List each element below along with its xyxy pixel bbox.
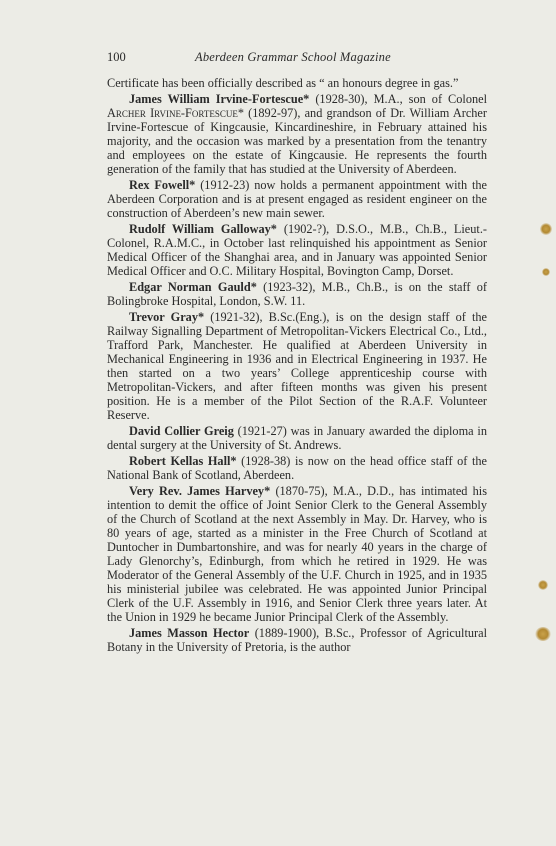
page-number: 100 (107, 50, 126, 64)
entry-fowell (107, 178, 487, 220)
entry-text: (1902-?), D.S.O., M.B., Ch.B., Lieut.-Colonel, R.A.M.C., in October last relinquished his appointment as Senior Medical Officer of the Shanghai area, and in January was appointed Senior Medical Officer and O.C. Military Hospital, Bovington Camp, Dorset. (107, 221, 487, 278)
person-name: Robert Kellas Hall* (129, 453, 237, 468)
running-title: Aberdeen Grammar School Magazine (195, 50, 391, 64)
person-name: David Collier Greig (129, 423, 234, 438)
foxing-spot (538, 580, 548, 590)
article-body (107, 76, 487, 656)
entry-text: (1928-38) is now on the head office staff of the National Bank of Scotland, Aberdeen. (107, 453, 488, 482)
entry-text: (1928-30), M.A., son of Colonel (309, 91, 487, 106)
continuation-paragraph (107, 76, 487, 90)
person-name-small-caps: Archer Irvine-Fortescue* (107, 105, 244, 120)
person-name: Rudolf William Galloway* (129, 221, 277, 236)
entry-text: (1892-97), and grandson of Dr. William Archer Irvine-Fortescue of Kingcausie, Kincardineshire, in February attained his majority, and the occasion was marked by a presentation from the tenantry and employees on the estate of Kingcausie. He represents the fourth generation of the family that has studied at the University of Aberdeen. (107, 105, 487, 177)
foxing-spot (540, 223, 552, 235)
entry-hector (107, 626, 487, 654)
person-name: James William Irvine-Fortescue* (129, 91, 310, 106)
person-name: Very Rev. James Harvey* (129, 483, 271, 498)
person-name: Rex Fowell* (129, 177, 196, 192)
foxing-spot (535, 627, 551, 641)
entry-irvine-fortescue (107, 92, 487, 176)
entry-gauld (107, 280, 487, 308)
entry-gray (107, 310, 487, 422)
entry-greig (107, 424, 487, 452)
person-name: Edgar Norman Gauld* (129, 279, 257, 294)
entry-text: (1870-75), M.A., D.D., has intimated his intention to demit the office of Joint Senior Clerk to the General Assembly of the Church of Scotland at the next Assembly in May. Dr. Harvey, who is 80 years of age, started as a minister in the Free Church of Scotland at Duntocher in Dumbartonshire, and was for nearly 40 years in the charge of Lady Glenorchy’s, Edinburgh, from which he retired in 1929. He was Moderator of the General Assembly of the U.F. Church in 1925, and in 1935 his ministerial jubilee was celebrated. He was appointed Junior Principal Clerk of the U.F. Assembly in 1916, and Senior Clerk three years later. At the Union in 1929 he became Junior Principal Clerk of the Assembly. (107, 483, 487, 625)
person-name: James Masson Hector (129, 625, 250, 640)
entry-harvey (107, 484, 487, 624)
foxing-spot (542, 268, 550, 276)
entry-text: (1912-23) now holds a permanent appointment with the Aberdeen Corporation and is at present engaged as resident engineer on the construction of Aberdeen’s new main sewer. (107, 177, 487, 221)
entry-text: (1921-32), B.Sc.(Eng.), is on the design staff of the Railway Signalling Department of Metropolitan-Vickers Electrical Co., Ltd., Trafford Park, Manchester. He qualified at Aberdeen University in Mechanical Engineering in 1936 and in Electrical Engineering in 1937. He then started on a two years’ College apprenticeship course with Metropolitan-Vickers, and after fifteen months was given his present position. He is a member of the Pilot Section of the R.A.F. Volunteer Reserve. (107, 309, 488, 423)
paragraph-text: Certificate has been officially described as “ an honours degree in gas.” (107, 76, 459, 90)
person-name: Trevor Gray* (129, 309, 205, 324)
entry-text: (1889-1900), B.Sc., Professor of Agricultural Botany in the University of Pretoria, is the author (107, 625, 487, 654)
entry-text: (1921-27) was in January awarded the diploma in dental surgery at the University of St. Andrews. (107, 423, 487, 452)
entry-galloway (107, 222, 487, 278)
entry-hall (107, 454, 487, 482)
entry-text: (1923-32), M.B., Ch.B., is on the staff of Bolingbroke Hospital, London, S.W. 11. (107, 279, 487, 308)
